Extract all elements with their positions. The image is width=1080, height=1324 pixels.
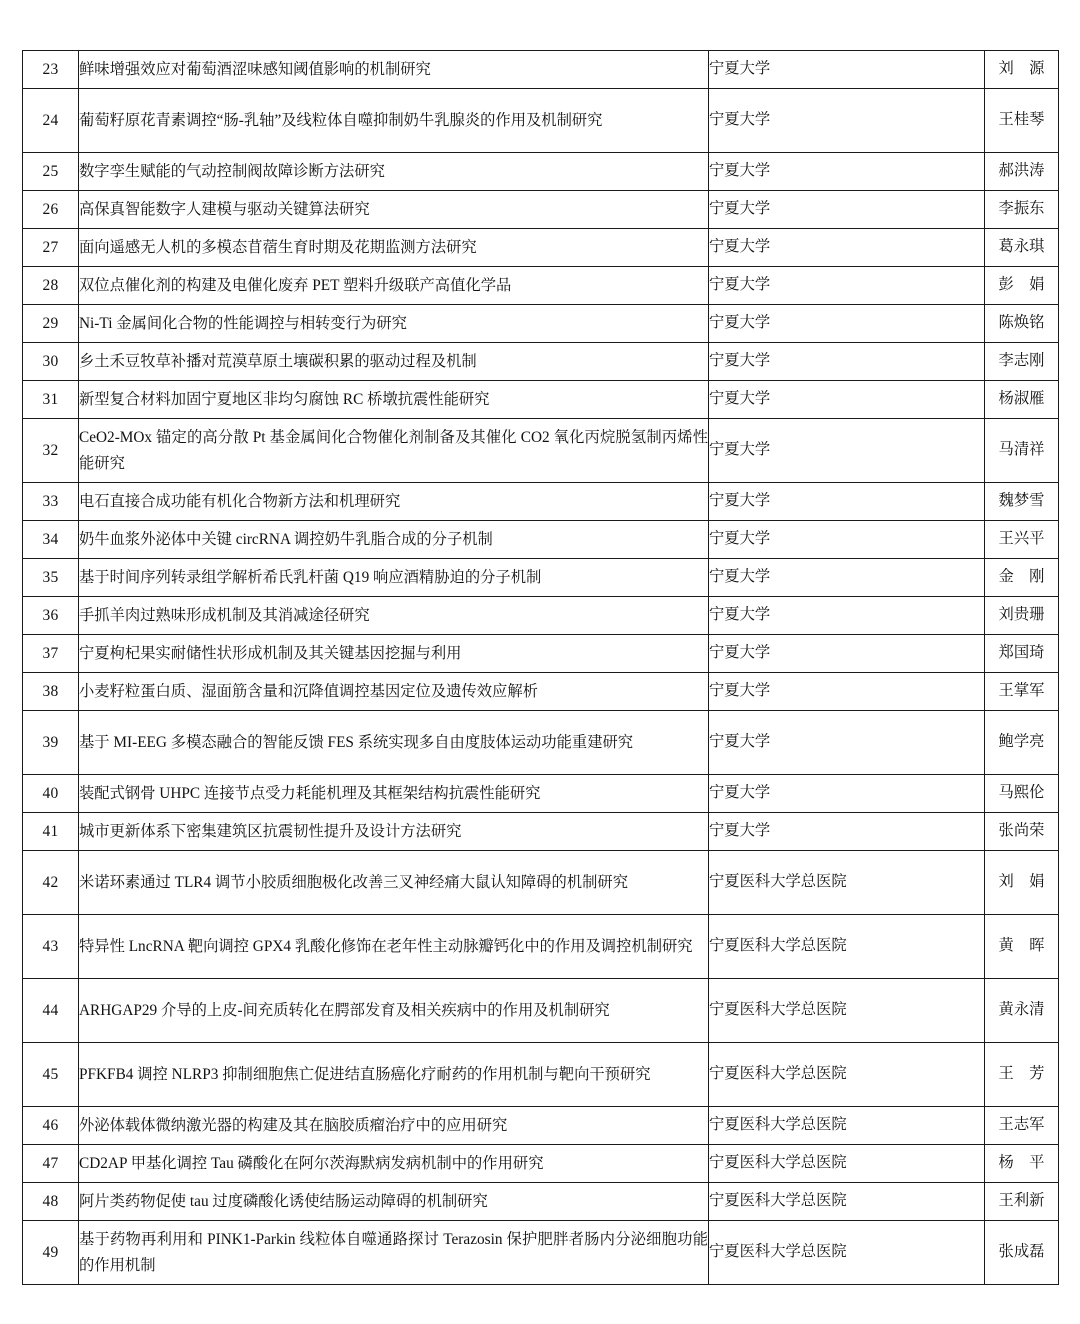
cell-index: 36 (23, 597, 79, 635)
cell-leader-name (985, 979, 1059, 1043)
table-row (23, 1145, 1059, 1183)
table-row (23, 89, 1059, 153)
cell-project-title (79, 597, 709, 635)
cell-project-title (79, 1221, 709, 1285)
table-row (23, 343, 1059, 381)
table-row (23, 635, 1059, 673)
cell-project-title (79, 1043, 709, 1107)
cell-index: 26 (23, 191, 79, 229)
cell-organization: 宁夏大学 (709, 191, 985, 229)
project-title-text: 手抓羊肉过熟味形成机制及其消减途径研究 (79, 606, 370, 624)
cell-leader-name (985, 229, 1059, 267)
cell-project-title (79, 343, 709, 381)
cell-leader-name (985, 1221, 1059, 1285)
cell-project-title (79, 419, 709, 483)
table-row (23, 419, 1059, 483)
table-row (23, 1183, 1059, 1221)
cell-organization: 宁夏大学 (709, 381, 985, 419)
cell-organization: 宁夏大学 (709, 305, 985, 343)
table-row (23, 673, 1059, 711)
project-title-text: 高保真智能数字人建模与驱动关键算法研究 (79, 200, 370, 218)
leader-name-text: 葛永琪 (998, 238, 1045, 256)
project-title-text: PFKFB4 调控 NLRP3 抑制细胞焦亡促进结直肠癌化疗耐药的作用机制与靶向干预研究 (79, 1065, 651, 1083)
cell-index: 49 (23, 1221, 79, 1285)
cell-project-title (79, 1145, 709, 1183)
cell-index: 41 (23, 813, 79, 851)
project-title-text: 面向遥感无人机的多模态苜蓿生育时期及花期监测方法研究 (79, 238, 477, 256)
cell-leader-name (985, 915, 1059, 979)
cell-project-title (79, 711, 709, 775)
table-row (23, 711, 1059, 775)
cell-organization: 宁夏大学 (709, 343, 985, 381)
cell-index: 23 (23, 51, 79, 89)
project-title-text: 装配式钢骨 UHPC 连接节点受力耗能机理及其框架结构抗震性能研究 (79, 784, 541, 802)
cell-index: 43 (23, 915, 79, 979)
cell-leader-name (985, 191, 1059, 229)
leader-name-text: 金 刚 (998, 568, 1045, 586)
cell-leader-name (985, 851, 1059, 915)
table-row (23, 1221, 1059, 1285)
cell-leader-name (985, 51, 1059, 89)
cell-leader-name (985, 559, 1059, 597)
cell-project-title (79, 635, 709, 673)
cell-organization: 宁夏大学 (709, 559, 985, 597)
cell-index: 25 (23, 153, 79, 191)
cell-organization: 宁夏医科大学总医院 (709, 915, 985, 979)
leader-name-text: 鲍学亮 (998, 733, 1045, 751)
cell-organization: 宁夏大学 (709, 775, 985, 813)
cell-index: 35 (23, 559, 79, 597)
project-title-text: 基于药物再利用和 PINK1-Parkin 线粒体自噬通路探讨 Terazosin 保护肥胖者肠内分泌细胞功能的作用机制 (79, 1231, 708, 1274)
cell-index: 37 (23, 635, 79, 673)
table-row (23, 775, 1059, 813)
cell-project-title (79, 191, 709, 229)
table-row (23, 381, 1059, 419)
cell-organization: 宁夏大学 (709, 813, 985, 851)
cell-index: 24 (23, 89, 79, 153)
cell-leader-name (985, 813, 1059, 851)
cell-index: 29 (23, 305, 79, 343)
table-row (23, 521, 1059, 559)
cell-leader-name (985, 1145, 1059, 1183)
cell-index: 34 (23, 521, 79, 559)
cell-index: 38 (23, 673, 79, 711)
cell-organization: 宁夏大学 (709, 51, 985, 89)
leader-name-text: 王志军 (998, 1116, 1045, 1134)
leader-name-text: 王掌军 (998, 682, 1045, 700)
cell-project-title (79, 673, 709, 711)
cell-organization: 宁夏医科大学总医院 (709, 979, 985, 1043)
cell-index: 45 (23, 1043, 79, 1107)
leader-name-text: 黄 晖 (998, 937, 1045, 955)
leader-name-text: 魏梦雪 (998, 492, 1045, 510)
project-listing-table (22, 50, 1059, 1285)
leader-name-text: 张尚荣 (998, 822, 1045, 840)
cell-leader-name (985, 521, 1059, 559)
cell-organization: 宁夏大学 (709, 673, 985, 711)
leader-name-text: 马熙伦 (998, 784, 1045, 802)
cell-project-title (79, 979, 709, 1043)
cell-leader-name (985, 483, 1059, 521)
cell-index: 48 (23, 1183, 79, 1221)
project-title-text: 鲜味增强效应对葡萄酒涩味感知阈值影响的机制研究 (79, 60, 431, 78)
cell-leader-name (985, 711, 1059, 775)
cell-leader-name (985, 1183, 1059, 1221)
cell-leader-name (985, 673, 1059, 711)
cell-leader-name (985, 305, 1059, 343)
cell-leader-name (985, 1107, 1059, 1145)
cell-index: 28 (23, 267, 79, 305)
leader-name-text: 王利新 (998, 1192, 1045, 1210)
project-title-text: 双位点催化剂的构建及电催化废弃 PET 塑料升级联产高值化学品 (79, 276, 512, 294)
cell-leader-name (985, 597, 1059, 635)
leader-name-text: 陈焕铭 (998, 314, 1045, 332)
cell-organization: 宁夏医科大学总医院 (709, 1145, 985, 1183)
cell-organization: 宁夏大学 (709, 483, 985, 521)
leader-name-text: 杨 平 (998, 1154, 1045, 1172)
cell-project-title (79, 51, 709, 89)
project-title-text: 葡萄籽原花青素调控“肠-乳轴”及线粒体自噬抑制奶牛乳腺炎的作用及机制研究 (79, 111, 603, 129)
leader-name-text: 杨淑雁 (998, 390, 1045, 408)
cell-organization: 宁夏医科大学总医院 (709, 851, 985, 915)
table-body (23, 51, 1059, 1285)
project-title-text: 奶牛血浆外泌体中关键 circRNA 调控奶牛乳脂合成的分子机制 (79, 530, 493, 548)
table-row (23, 483, 1059, 521)
cell-leader-name (985, 381, 1059, 419)
leader-name-text: 张成磊 (998, 1243, 1045, 1261)
project-title-text: 基于时间序列转录组学解析希氏乳杆菌 Q19 响应酒精胁迫的分子机制 (79, 568, 542, 586)
project-title-text: 阿片类药物促使 tau 过度磷酸化诱使结肠运动障碍的机制研究 (79, 1192, 488, 1210)
cell-leader-name (985, 635, 1059, 673)
table-row (23, 1043, 1059, 1107)
project-title-text: 数字孪生赋能的气动控制阀故障诊断方法研究 (79, 162, 385, 180)
cell-project-title (79, 775, 709, 813)
cell-leader-name (985, 775, 1059, 813)
cell-project-title (79, 483, 709, 521)
project-title-text: 小麦籽粒蛋白质、湿面筋含量和沉降值调控基因定位及遗传效应解析 (79, 682, 538, 700)
cell-organization: 宁夏医科大学总医院 (709, 1183, 985, 1221)
table-row (23, 153, 1059, 191)
cell-index: 31 (23, 381, 79, 419)
project-title-text: Ni-Ti 金属间化合物的性能调控与相转变行为研究 (79, 314, 407, 332)
project-title-text: CeO2-MOx 锚定的高分散 Pt 基金属间化合物催化剂制备及其催化 CO2 氧化丙烷脱氢制丙烯性能研究 (79, 429, 708, 472)
cell-project-title (79, 267, 709, 305)
leader-name-text: 刘 源 (998, 60, 1045, 78)
table-row (23, 559, 1059, 597)
cell-project-title (79, 89, 709, 153)
cell-organization: 宁夏大学 (709, 229, 985, 267)
project-title-text: 特异性 LncRNA 靶向调控 GPX4 乳酸化修饰在老年性主动脉瓣钙化中的作用及调控机制研究 (79, 937, 693, 955)
cell-leader-name (985, 89, 1059, 153)
project-title-text: 新型复合材料加固宁夏地区非均匀腐蚀 RC 桥墩抗震性能研究 (79, 390, 490, 408)
cell-organization: 宁夏医科大学总医院 (709, 1107, 985, 1145)
cell-leader-name (985, 1043, 1059, 1107)
cell-organization: 宁夏大学 (709, 89, 985, 153)
project-title-text: 乡土禾豆牧草补播对荒漠草原土壤碳积累的驱动过程及机制 (79, 352, 477, 370)
cell-leader-name (985, 267, 1059, 305)
table-row (23, 267, 1059, 305)
cell-organization: 宁夏大学 (709, 597, 985, 635)
leader-name-text: 刘贵珊 (998, 606, 1045, 624)
table-row (23, 305, 1059, 343)
leader-name-text: 刘 娟 (998, 873, 1045, 891)
cell-organization: 宁夏大学 (709, 521, 985, 559)
project-title-text: 米诺环素通过 TLR4 调节小胶质细胞极化改善三叉神经痛大鼠认知障碍的机制研究 (79, 873, 628, 891)
cell-index: 30 (23, 343, 79, 381)
cell-project-title (79, 153, 709, 191)
cell-project-title (79, 229, 709, 267)
table-row (23, 813, 1059, 851)
cell-index: 46 (23, 1107, 79, 1145)
project-title-text: 城市更新体系下密集建筑区抗震韧性提升及设计方法研究 (79, 822, 462, 840)
cell-project-title (79, 1183, 709, 1221)
cell-leader-name (985, 419, 1059, 483)
cell-index: 42 (23, 851, 79, 915)
project-title-text: 宁夏枸杞果实耐储性状形成机制及其关键基因挖掘与利用 (79, 644, 462, 662)
cell-organization: 宁夏大学 (709, 419, 985, 483)
leader-name-text: 李志刚 (998, 352, 1045, 370)
cell-leader-name (985, 343, 1059, 381)
project-title-text: ARHGAP29 介导的上皮-间充质转化在腭部发育及相关疾病中的作用及机制研究 (79, 1001, 610, 1019)
cell-project-title (79, 1107, 709, 1145)
cell-project-title (79, 521, 709, 559)
cell-organization: 宁夏大学 (709, 153, 985, 191)
table-row (23, 597, 1059, 635)
leader-name-text: 王兴平 (998, 530, 1045, 548)
cell-project-title (79, 305, 709, 343)
cell-index: 40 (23, 775, 79, 813)
table-row (23, 229, 1059, 267)
cell-index: 32 (23, 419, 79, 483)
cell-leader-name (985, 153, 1059, 191)
leader-name-text: 郑国琦 (998, 644, 1045, 662)
table-row (23, 51, 1059, 89)
cell-project-title (79, 381, 709, 419)
cell-organization: 宁夏大学 (709, 635, 985, 673)
cell-organization: 宁夏大学 (709, 267, 985, 305)
table-row (23, 851, 1059, 915)
table-row (23, 915, 1059, 979)
cell-index: 44 (23, 979, 79, 1043)
leader-name-text: 黄永清 (998, 1001, 1045, 1019)
cell-index: 27 (23, 229, 79, 267)
leader-name-text: 王 芳 (998, 1065, 1045, 1083)
cell-index: 39 (23, 711, 79, 775)
cell-project-title (79, 915, 709, 979)
cell-index: 33 (23, 483, 79, 521)
cell-organization: 宁夏医科大学总医院 (709, 1043, 985, 1107)
leader-name-text: 李振东 (998, 200, 1045, 218)
leader-name-text: 马清祥 (998, 441, 1045, 459)
cell-project-title (79, 559, 709, 597)
table-row (23, 979, 1059, 1043)
leader-name-text: 王桂琴 (998, 111, 1045, 129)
leader-name-text: 彭 娟 (998, 276, 1045, 294)
cell-organization: 宁夏医科大学总医院 (709, 1221, 985, 1285)
project-title-text: 基于 MI-EEG 多模态融合的智能反馈 FES 系统实现多自由度肢体运动功能重建研究 (79, 733, 634, 751)
table-row (23, 1107, 1059, 1145)
leader-name-text: 郝洪涛 (998, 162, 1045, 180)
project-title-text: CD2AP 甲基化调控 Tau 磷酸化在阿尔茨海默病发病机制中的作用研究 (79, 1154, 544, 1172)
cell-project-title (79, 813, 709, 851)
cell-organization: 宁夏大学 (709, 711, 985, 775)
cell-project-title (79, 851, 709, 915)
project-title-text: 电石直接合成功能有机化合物新方法和机理研究 (79, 492, 401, 510)
cell-index: 47 (23, 1145, 79, 1183)
project-title-text: 外泌体载体微纳激光器的构建及其在脑胶质瘤治疗中的应用研究 (79, 1116, 508, 1134)
table-row (23, 191, 1059, 229)
